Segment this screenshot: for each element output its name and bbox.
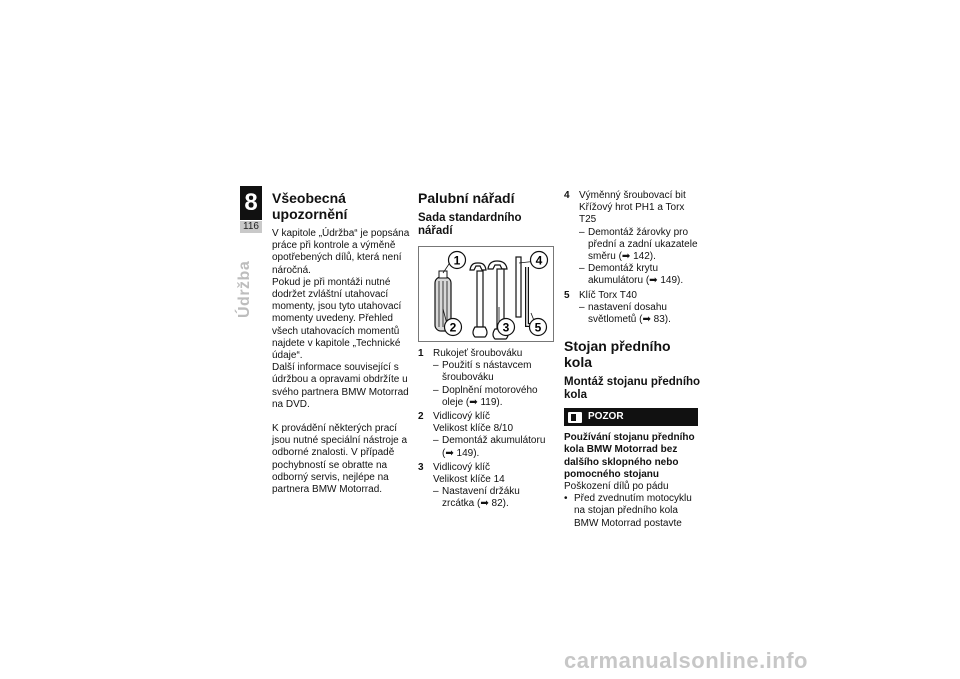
figure-label: 5 — [534, 320, 542, 335]
page-ref[interactable]: 149 — [456, 447, 474, 459]
watermark: carmanualsonline.info — [564, 648, 808, 673]
usage-note: Demontáž akumulátoru — [442, 435, 546, 447]
page-ref[interactable]: 82 — [491, 498, 503, 510]
arrow-icon: ➡ — [469, 396, 478, 408]
page-ref[interactable]: 83 — [653, 314, 665, 326]
figure-label: 2 — [449, 320, 457, 335]
list-item: 5 Klíč Torx T40 – nastavení dosahu světlometů (➡ 83). — [564, 290, 702, 327]
item-title: Klíč Torx T40 — [579, 289, 637, 301]
caution-icon — [568, 412, 582, 423]
item-number: 1 — [418, 348, 424, 359]
paragraph: V kapitole „Údržba“ je popsána práce při kontrole a výměně opotřebených dílů, která není náročná. — [272, 228, 410, 276]
heading-standard-toolkit: Sada standardního nářadí — [418, 212, 522, 237]
item-title: Výměnný šroubovací bit — [579, 190, 686, 201]
list-item: 1 Rukojeť šroubováku – Použití s nástavcem šroubováku – Doplnění motorového oleje (➡ 119). — [418, 348, 554, 409]
paragraph: K provádění některých prací jsou nutné speciální nástroje a odborné znalosti. V případě pochybností se obratte na odborný servis, nejlépe na partnera BMW Motorrad. — [272, 423, 408, 496]
arrow-icon: ➡ — [445, 447, 454, 459]
item-title: Vidlicový klíč — [433, 461, 491, 473]
item-title: Vidlicový klíč — [433, 411, 491, 423]
paragraph: Další informace související s údržbou a opravami obdržíte u svého partnera BMW Motorrad na DVD. — [272, 362, 409, 410]
page-ref[interactable]: 119 — [480, 396, 497, 408]
usage-note: nastavení dosahu světlometů — [588, 301, 667, 326]
heading-general-notes: Všeobecná upozornění — [272, 190, 348, 222]
figure-label: 3 — [502, 320, 510, 335]
bullet-text: Před zvednutím motocyklu na stojan předního kola BMW Motorrad postavte — [574, 493, 692, 529]
column-onboard-tools — [418, 190, 554, 511]
caution-label: POZOR — [588, 411, 624, 423]
item-number: 5 — [564, 289, 570, 301]
chapter-tab — [240, 186, 262, 233]
figure-label: 1 — [453, 253, 461, 268]
page-ref[interactable]: 142 — [633, 251, 650, 263]
chapter-number: 8 — [240, 186, 262, 220]
heading-onboard-tools: Palubní nářadí — [418, 190, 515, 206]
item-detail: Velikost klíče 8/10 — [433, 423, 514, 435]
arrow-icon: ➡ — [642, 314, 651, 326]
column-general-notes — [272, 190, 410, 496]
usage-note: Použití s nástavcem šroubováku — [442, 360, 532, 384]
heading-front-stand: Stojan předního kola — [564, 338, 671, 371]
arrow-icon: ➡ — [480, 498, 489, 510]
item-detail: Křížový hrot PH1 a Torx T25 — [579, 202, 685, 226]
page-ref[interactable]: 149 — [660, 275, 678, 287]
bullet-item: • Před zvednutím motocyklu na stojan předního kola BMW Motorrad postavte — [564, 493, 702, 530]
usage-note: Nastavení držáku zrcátka — [442, 486, 520, 510]
page-number: 116 — [240, 221, 262, 233]
item-title: Rukojeť šroubováku — [433, 348, 523, 359]
arrow-icon: ➡ — [621, 251, 631, 263]
figure-label: 4 — [535, 253, 543, 268]
usage-note: Doplnění motorového oleje — [442, 384, 538, 408]
item-detail: Velikost klíče 14 — [433, 474, 505, 486]
item-number: 4 — [564, 190, 570, 201]
list-item: 2 Vidlicový klíč Velikost klíče 8/10 – Demontáž akumulátoru (➡ 149). — [418, 411, 554, 460]
caution-title: Používání stojanu předního kola BMW Motorrad bez dalšího sklopného nebo pomocného stojanu — [564, 432, 695, 480]
paragraph: Pokud je při montáži nutné dodržet zvláštní utahovací momenty, jsou tyto utahovací momenty uvedeny. Přehled všech utahovacích momentů najdete v kapitole „Technické údaje“. — [272, 276, 402, 362]
list-item: 4 Výměnný šroubovací bit Křížový hrot PH1 a Torx T25 – Demontáž žárovky pro přední a zadní ukazatele směru (➡ 142). – Demontáž krytu akumulátoru (➡ 149). — [564, 190, 702, 288]
usage-note: Demontáž žárovky pro přední a zadní ukazatele směru — [588, 226, 698, 263]
arrow-icon: ➡ — [649, 275, 658, 287]
toolkit-figure — [418, 246, 554, 342]
toolkit-illustration — [419, 247, 553, 341]
caution-text: Poškození dílů po pádu — [564, 481, 669, 493]
section-label: Údržba — [236, 260, 253, 318]
column-tools-continued — [564, 190, 702, 530]
list-item: 3 Vidlicový klíč Velikost klíče 14 – Nastavení držáku zrcátka (➡ 82). — [418, 462, 554, 511]
item-number: 3 — [418, 461, 424, 473]
caution-box — [564, 408, 698, 426]
heading-front-stand-install: Montáž stojanu předního kola — [564, 376, 701, 402]
usage-note: Demontáž krytu akumulátoru — [588, 263, 659, 287]
item-number: 2 — [418, 411, 424, 423]
